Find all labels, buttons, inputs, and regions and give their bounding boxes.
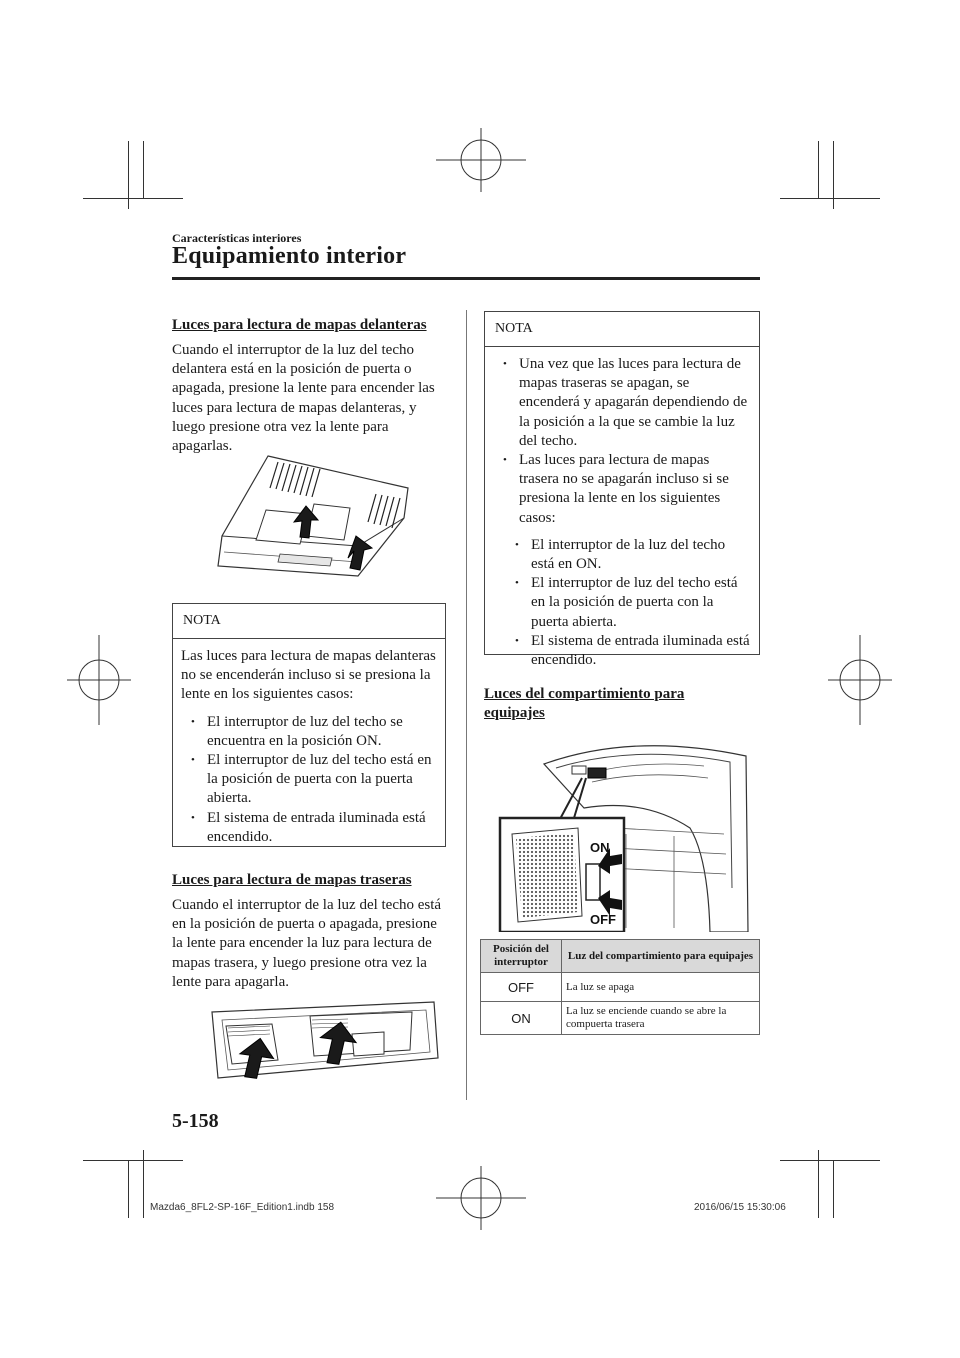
list-item: • Las luces para lectura de mapas trasera no se apagarán incluso si se presiona la lente en los siguientes casos: — [493, 451, 751, 528]
title-rule — [172, 277, 760, 280]
luggage-light-heading-line1: Luces del compartimiento para — [484, 686, 685, 702]
front-map-lights-paragraph: Cuando el interruptor de la luz del techo delantera está en la posición de puerta o apagada, presione la lente para encender las luces para lectura de mapas delanteras, y luego presione otra vez la lente para apagarlas. — [172, 342, 435, 455]
list-item: • El interruptor de la luz del techo está en ON. — [493, 536, 751, 574]
rear-map-lights-heading: Luces para lectura de mapas traseras — [172, 872, 412, 888]
off-label: OFF — [590, 912, 616, 927]
list-item: • El interruptor de luz del techo está en la posición de puerta con la puerta abierta. — [493, 574, 751, 632]
list-item: • El sistema de entrada iluminada está encendido. — [493, 632, 751, 670]
table-row — [481, 973, 760, 1002]
luggage-light-heading-line2: equipajes — [484, 705, 545, 721]
footer-date: 2016/06/15 15:30:06 — [694, 1202, 786, 1213]
note-box-front — [172, 603, 446, 847]
table-row — [481, 1002, 760, 1035]
note-box-rear — [484, 311, 760, 669]
note-body — [173, 639, 445, 855]
switch-position-table — [480, 939, 760, 1035]
table-header-row — [481, 940, 760, 973]
list-item: • El interruptor de luz del techo se encuentra en la posición ON. — [181, 713, 437, 751]
page-title: Equipamiento interior — [172, 243, 407, 269]
rear-map-lights-paragraph: Cuando el interruptor de la luz del techo está en la posición de puerta o apagada, presione la lente para encender la luz para lectura de mapas trasera, y luego presione otra vez la lente para apagarla. — [172, 897, 442, 990]
front-map-lights-heading: Luces para lectura de mapas delanteras — [172, 317, 427, 333]
table-cell-description: La luz se apaga — [562, 973, 760, 1002]
list-item: • Una vez que las luces para lectura de mapas traseras se apagan, se encenderá y apagarán dependiendo de la posición a la que se cambie la luz del techo. — [493, 355, 751, 451]
note-heading: NOTA — [485, 312, 759, 347]
table-cell-description: La luz se enciende cuando se abre la compuerta trasera — [562, 1002, 760, 1035]
table-cell-position: OFF — [481, 973, 562, 1002]
footer-file: Mazda6_8FL2-SP-16F_Edition1.indb 158 — [150, 1202, 335, 1213]
front-map-light-illustration — [208, 448, 428, 582]
note-sublist — [493, 536, 751, 670]
rear-map-light-illustration — [198, 994, 450, 1084]
note-text: Las luces para lectura de mapas delanteras no se encenderán incluso si se presiona la lente en los siguientes casos: — [181, 648, 436, 703]
table-header: Luz del compartimiento para equipajes — [562, 940, 760, 973]
note-list — [493, 355, 751, 528]
list-item: • El sistema de entrada iluminada está encendido. — [181, 809, 437, 847]
page-number: 5-158 — [172, 1110, 219, 1132]
on-label: ON — [590, 840, 610, 855]
table-header: Posición del interruptor — [481, 940, 562, 973]
note-heading: NOTA — [173, 604, 445, 639]
section-label: Características interiores — [172, 231, 302, 245]
table-cell-position: ON — [481, 1002, 562, 1035]
luggage-light-illustration — [494, 738, 758, 932]
note-body — [485, 347, 759, 678]
column-divider — [466, 310, 467, 1100]
list-item: • El interruptor de luz del techo está en la posición de puerta con la puerta abierta. — [181, 751, 437, 809]
note-list — [181, 713, 437, 847]
